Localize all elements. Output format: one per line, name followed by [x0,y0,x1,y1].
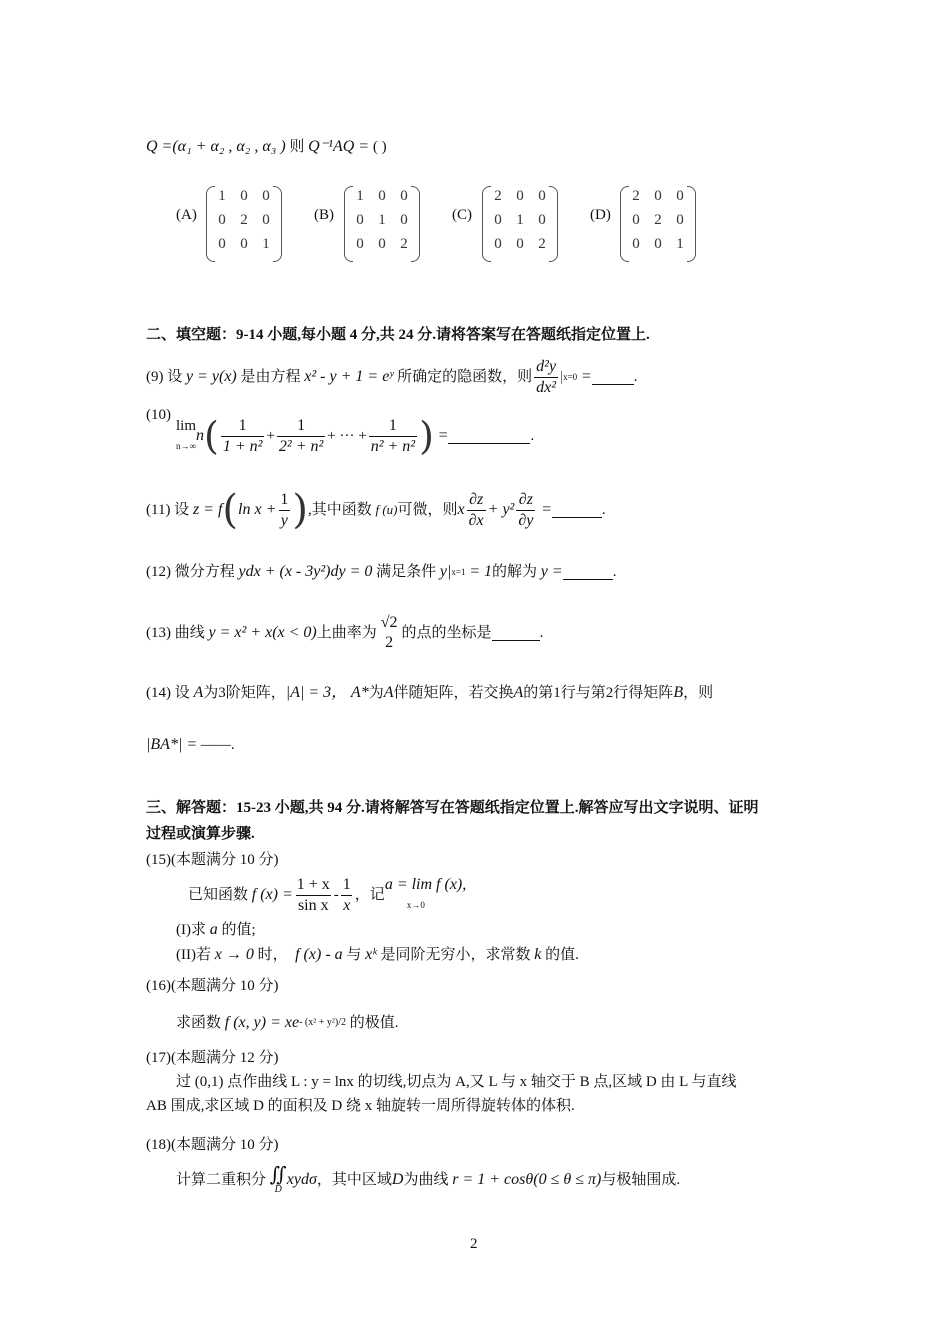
then-text: 则 [289,139,305,155]
q10: lim n→∞ n ( $\frac{1}{\text{1 + n²}}$ + $\frac{1}{\text{2² + n²}}$ + ··· + $\frac{1}{\text{n² + n²}}$ ) = . [176,414,535,458]
q11: (11) 设 z = f ( ln x + $\frac{1}{y}$ ) ,其中函数 f (u) 可微，则 x $\frac{\partial z}{\partial x}$ + y² $\frac{\partial z}{\partial y}$ = . [146,487,606,533]
q11-text-2: 可微，则 [397,502,458,518]
q10-t1-den: 1 + n² [222,437,263,455]
q18-integrand: xydσ [286,1171,317,1188]
q14-det: |A| = 3， [285,684,348,701]
matrix-cell: 2 [240,212,248,228]
q9-derivative [534,357,558,398]
matrix-cell: 0 [516,188,524,204]
q18-integral-domain: D [274,1184,282,1195]
q17-line-1: 过 (0,1) 点作曲线 L : y = lnx 的切线,切点为 A,又 L 与 x 轴交于 B 点,区域 D 由 L 与直线 [176,1074,737,1090]
q18-text-2: ，其中区域 [316,1172,392,1188]
matrix-cell: 0 [262,188,270,204]
option-matrix [206,186,282,262]
q11-frac-num: 1 [280,490,289,508]
q12-text-2: 的解为 [492,564,538,580]
q14-B: B [673,684,684,701]
q18-text-1: 计算二重积分 [176,1172,267,1188]
q14-A1: A [193,684,204,701]
q9-answer-blank[interactable] [592,370,634,385]
q15-f: f (x) = [251,886,293,903]
q15-part-ii [176,945,579,965]
q18-integral-sign: ∬ [269,1164,287,1186]
q13-curvature [379,613,400,653]
q13-frac-num: √2 [380,614,398,631]
option-label: (D) [590,207,611,223]
matrix-cell: 2 [538,236,546,252]
q15-ii-xk: xᵏ [365,946,377,963]
q18-body [176,1160,680,1200]
q15-i-a: a [209,921,218,938]
matrix-cell: 0 [654,188,662,204]
q15-frac2-num: 1 [342,875,351,893]
matrix-cell: 1 [516,212,524,228]
q9-equals: = [580,368,592,385]
q10-answer-blank[interactable] [448,429,530,444]
matrix-cell: 0 [262,212,270,228]
matrix-cell: 0 [632,212,640,228]
q9-function: y = y(x) [186,368,237,385]
q18-D: D [391,1171,404,1188]
q15-ii-k: k [534,946,542,963]
q11-inner: ln x + [238,501,277,518]
q-inverse-expression: Q⁻¹AQ = [308,138,370,155]
matrix-cell: 1 [262,236,270,252]
matrix-cell: 0 [240,236,248,252]
q15-frac-2 [341,875,353,916]
q15-limit [385,875,466,915]
q11-pz1: ∂z [469,490,484,508]
q18-curve: r = 1 + cosθ(0 ≤ θ ≤ π) [452,1171,602,1188]
matrix-cell: 2 [632,188,640,204]
q18-text-4: 与极轴围成. [601,1172,681,1188]
q18-text-3: 为曲线 [403,1172,449,1188]
matrix-cell: 1 [378,212,386,228]
q10-term-3 [369,416,417,457]
matrix-cell: 0 [218,236,226,252]
q13-number: (13) 曲线 [146,625,205,641]
q13-text-2: 的点的坐标是 [401,625,492,641]
q13-curve: y = x² + x(x < 0) [208,624,317,641]
matrix-cell: 0 [240,188,248,204]
q9-number: (9) 设 [146,369,183,385]
q15-i-label: (I)求 [176,922,206,938]
matrix-cell: 0 [356,212,364,228]
q14-text-1: 为3阶矩阵， [203,685,286,701]
matrix-cell: 0 [400,188,408,204]
q14-answer [146,735,235,755]
q10-term-2 [277,416,325,457]
q15-ii-limit: x → 0 [214,946,254,963]
matrix-cell: 0 [538,188,546,204]
q9-derivative-num: d²y [536,357,557,375]
q10-term-1 [221,416,265,457]
q16-function: f (x, y) = xe [224,1014,300,1031]
q16-title: (16)(本题满分 10 分) [146,978,279,994]
option-label: (C) [452,207,472,223]
matrix-cell: 0 [218,212,226,228]
matrix-cell: 0 [494,212,502,228]
q16-text-2: 的极值. [349,1015,399,1031]
q15-ii-text-4: 的值. [545,947,579,963]
matrix-cell: 2 [400,236,408,252]
option-matrix [482,186,558,262]
q10-t3-den: n² + n² [370,437,416,455]
q17-line-2: AB 围成,求区域 D 的面积及 D 绕 x 轴旋转一周所得旋转体的体积. [146,1098,575,1114]
q-expression: Q =(α₁ + α₂ , α₂ , α₃ ) [146,138,286,155]
section3-heading-1: 三、解答题：15-23 小题,共 94 分.请将解答写在答题纸指定位置上.解答应写出文字说明、证明 [146,800,759,816]
q14-end: . [230,737,235,753]
matrix-cell: 0 [378,236,386,252]
q14 [146,678,713,708]
q11-z-def: z = f [192,501,223,518]
q12-cond-sub: x=1 [451,567,466,577]
q12-number: (12) 微分方程 [146,564,235,580]
option-label: (B) [314,207,334,223]
q10-t2-den: 2² + n² [278,437,324,455]
q15-ii-text-3: 是同阶无穷小，求常数 [380,947,531,963]
q14-answer-blank[interactable]: —— [200,737,231,753]
matrix-cell: 1 [356,188,364,204]
q17-title: (17)(本题满分 12 分) [146,1050,279,1066]
q15-frac1-num: 1 + x [296,875,330,893]
q13-frac-den: 2 [385,634,394,651]
q11-plus: + y² [487,501,515,518]
matrix-cell: 0 [494,236,502,252]
q9-text-2: 所确定的隐函数，则 [397,369,533,385]
q15-part-i [176,920,256,940]
matrix-cell: 0 [538,212,546,228]
q9-equation: x² - y + 1 = eʸ [304,368,394,385]
page-number: 2 [470,1236,478,1252]
q14-text-4: 的第1行与第2行得矩阵 [523,685,674,701]
q14-A3: A [513,684,524,701]
q11-frac [278,490,290,531]
matrix-cell: 0 [676,212,684,228]
q15-minus: - [333,887,339,903]
q15-text-1: 已知函数 [188,887,249,903]
q12-text-1: 满足条件 [376,564,437,580]
q10-n: n [196,427,205,444]
q10-number: (10) [146,407,171,423]
q15-text-2: ，记 [354,887,385,903]
q10-t2-num: 1 [297,416,306,434]
matrix-cell: 0 [400,212,408,228]
q9-derivative-den: dx² [536,378,557,396]
q12-answer-blank[interactable] [563,565,613,580]
q14-Astar: A* [350,684,369,701]
q12-cond: y| [439,563,452,580]
q16-text-1: 求函数 [176,1015,222,1031]
q10-lim: lim [176,418,197,434]
q11-partial-y [516,490,535,531]
option-matrix [620,186,696,262]
q13: (13) 曲线 y = x² + x(x < 0) 上曲率为 √2 2 的点的坐标是 . [146,614,544,651]
q13-text-1: 上曲率为 [316,625,377,641]
option-label: (A) [176,207,197,223]
q12: (12) 微分方程 ydx + (x - 3y²)dy = 0 满足条件 y| x=1 = 1 的解为 y = . [146,563,617,580]
q14-answer-expr: |BA*| = [146,736,198,753]
q15-frac-1 [295,875,332,916]
q10-dots: + ··· + [327,428,367,444]
matrix-cell: 0 [516,236,524,252]
q15-ii-text-1: 时， [257,947,288,963]
q12-equation: ydx + (x - 3y²)dy = 0 [238,563,373,580]
q9-text-1: 是由方程 [240,369,301,385]
q9: (9) 设 y = y(x) 是由方程 x² - y + 1 = eʸ 所确定的隐函数，则 $\frac{\text{d²y}}{\text{dx²}}$ | x=0 = . [146,357,638,396]
q9-eval-point: x=0 [563,372,578,382]
q15-lim-sub: x→0 [406,900,425,910]
matrix-cell: 2 [654,212,662,228]
q8-stem [146,137,387,157]
matrix-cell: 1 [676,236,684,252]
q16-exponent: - (x² + y²)/2 [299,1017,346,1028]
section3-heading-2: 过程或演算步骤. [146,826,255,842]
q11-frac-den: y [280,511,288,529]
q11-partial-x [467,490,486,531]
q11-text-1: ,其中函数 [307,502,372,518]
q12-y: y = [540,563,563,580]
q15-lim: a = lim f (x), [384,876,467,893]
q11-equals: = [541,501,552,518]
q15-definition [188,872,466,918]
q10-equals: = [437,427,449,444]
q12-cond-value: = 1 [469,563,493,580]
option-matrix [344,186,420,262]
q11-px: ∂x [468,511,484,529]
q10-t3-num: 1 [388,416,397,434]
q14-A2: A [383,684,394,701]
matrix-cell: 0 [676,188,684,204]
q11-py: ∂y [518,511,534,529]
q14-text-3: 伴随矩阵，若交换 [393,685,514,701]
q14-number: (14) 设 [146,685,190,701]
matrix-cell: 2 [494,188,502,204]
answer-paren: ( ) [372,139,387,155]
matrix-cell: 0 [632,236,640,252]
q11-pz2: ∂z [518,490,533,508]
q10-lim-sub: n→∞ [176,441,196,451]
q15-ii-text-2: 与 [346,947,362,963]
q15-ii-expr: f (x) - a [295,946,343,963]
q13-answer-blank[interactable] [492,626,540,641]
q18-title: (18)(本题满分 10 分) [146,1137,279,1153]
q18-integral [270,1165,287,1195]
q14-text-2: 为 [368,685,384,701]
section2-heading: 二、填空题：9-14 小题,每小题 4 分,共 24 分.请将答案写在答题纸指定位置上. [146,327,650,343]
q11-x: x [457,501,465,518]
q15-frac1-den: sin x [297,896,329,914]
q15-i-text: 的值; [221,922,256,938]
q15-title: (15)(本题满分 10 分) [146,852,279,868]
matrix-cell: 0 [654,236,662,252]
q10-limit [176,416,196,456]
q11-answer-blank[interactable] [552,503,602,518]
q15-frac2-den: x [343,896,351,914]
matrix-cell: 0 [378,188,386,204]
q15-ii-label: (II)若 [176,947,211,963]
q14-text-5: ，则 [683,685,714,701]
matrix-cell: 0 [356,236,364,252]
q16-body [176,1008,399,1038]
q10-t1-num: 1 [238,416,247,434]
matrix-cell: 1 [218,188,226,204]
q11-number: (11) 设 [146,502,190,518]
q11-fu: f (u) [375,502,398,517]
